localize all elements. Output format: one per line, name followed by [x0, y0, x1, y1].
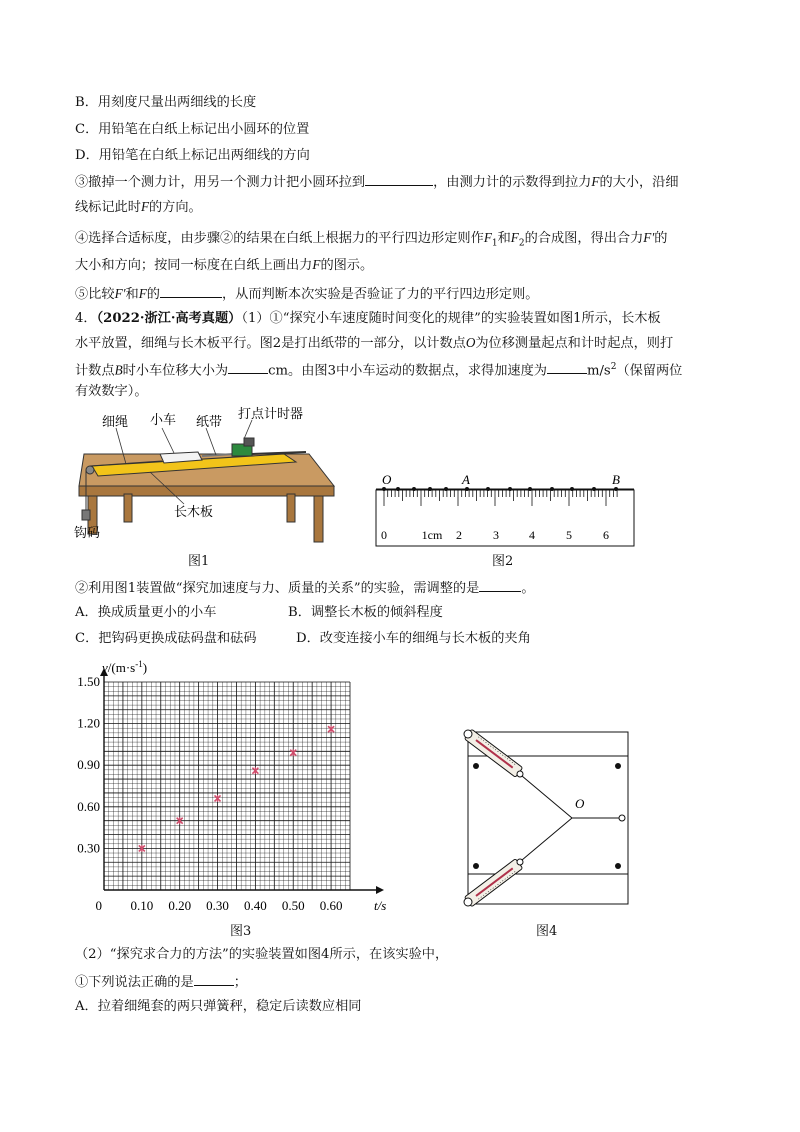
- label-hook-weight: 钩码: [74, 525, 101, 540]
- step-4-line2: 大小和方向；按同一标度在白纸上画出力F的图示。: [75, 257, 374, 273]
- tape-dot: [465, 487, 469, 491]
- label-string: 细绳: [102, 414, 129, 429]
- x-tick-label: 0.30: [206, 898, 229, 913]
- ruler-label-1: 1cm: [421, 528, 443, 542]
- point-o-label: O: [575, 796, 585, 811]
- tape-dot: [396, 487, 400, 491]
- answer-blank[interactable]: [160, 284, 222, 298]
- y-tick-label: 1.50: [77, 674, 100, 689]
- question-4-line4: 有效数字）。: [75, 384, 148, 399]
- question-4-line1: 4．（2022·浙江·高考真题）（1）①“探究小车速度随时间变化的规律”的实验装置如图1所示，长木板: [75, 311, 661, 326]
- step-3-line1: ③撤掉一个测力计，用另一个测力计把小圆环拉到 ，由测力计的示数得到拉力F的大小，沿细: [75, 174, 679, 190]
- y-tick-label: 0.90: [77, 757, 100, 773]
- ruler-label-6: 6: [603, 528, 609, 542]
- tape-dot: [528, 487, 532, 491]
- x-tick-label: 0.50: [281, 898, 305, 913]
- ruler-label-2: 2: [456, 528, 462, 542]
- figure-3-caption: 图3: [230, 924, 252, 939]
- tape-dot: [508, 487, 512, 491]
- x-tick-label: 0.60: [319, 898, 343, 913]
- point-o-label: O: [382, 472, 392, 487]
- option-b: B．用刻度尺量出两细线的长度: [75, 95, 257, 110]
- x-tick-label: 0.10: [130, 898, 154, 913]
- figure-1-caption: 图1: [188, 554, 210, 569]
- tape-dot: [570, 487, 574, 491]
- choice-a: A．换成质量更小的小车: [75, 605, 217, 620]
- data-point: [328, 726, 334, 733]
- tape-dot: [428, 487, 432, 491]
- figure-2-ruler: [372, 466, 638, 550]
- point-a-label: A: [462, 472, 470, 487]
- x-tick-label: 0.40: [244, 898, 267, 913]
- tape-dot: [592, 487, 596, 491]
- data-point: [215, 795, 221, 802]
- answer-blank[interactable]: [479, 578, 521, 592]
- figure-3-vt-graph: [68, 660, 398, 918]
- tape-dot: [486, 487, 490, 491]
- data-point: [290, 749, 296, 756]
- y-tick-label: 1.20: [77, 715, 100, 731]
- label-board: 长木板: [174, 504, 214, 519]
- figure-4-force-board: [458, 724, 638, 912]
- x-axis-label: t/s: [374, 898, 387, 913]
- step-3-line2: 线标记此时F的方向。: [75, 199, 202, 215]
- y-tick-label: 0.30: [77, 840, 100, 856]
- question-4-line2: 水平放置，细绳与长木板平行。图2是打出纸带的一部分，以计数点O为位移测量起点和计时起点，则打: [75, 335, 674, 351]
- point-b-label: B: [612, 472, 620, 487]
- option-d: D．用铅笔在白纸上标记出两细线的方向: [75, 148, 310, 163]
- tape-dot: [444, 487, 448, 491]
- tape-dot: [614, 487, 618, 491]
- ruler-label-4: 4: [529, 528, 535, 542]
- sub-question-2: ②利用图1装置做“探究加速度与力、质量的关系”的实验，需调整的是 。: [75, 578, 535, 598]
- tape-dot: [382, 487, 386, 491]
- tape-dot: [550, 487, 554, 491]
- figure-4-caption: 图4: [536, 924, 558, 939]
- origin-label: 0: [95, 898, 102, 913]
- answer-blank[interactable]: [228, 360, 268, 374]
- ruler-body: [376, 490, 634, 546]
- y-axis-label: $v/(m\cdot s^{-1})$: [102, 660, 148, 675]
- choice-d: D．改变连接小车的细绳与长木板的夹角: [296, 631, 531, 646]
- part-2-q1: ①下列说法正确的是 ；: [75, 972, 247, 992]
- figure-1-apparatus: [74, 406, 339, 546]
- answer-blank[interactable]: [547, 360, 587, 374]
- ruler-label-5: 5: [566, 528, 572, 542]
- choice-c: C．把钩码更换成砝码盘和砝码: [75, 631, 257, 646]
- answer-blank[interactable]: [365, 172, 433, 186]
- option-c: C．用铅笔在白纸上标记出小圆环的位置: [75, 122, 310, 137]
- question-4-line3: 计数点B时小车位移大小为 cm。由图3中小车运动的数据点，求得加速度为 $m/s^2$（保留两位: [75, 362, 683, 379]
- x-tick-label: 0.20: [168, 898, 192, 913]
- ruler-label-3: 3: [493, 528, 499, 542]
- x-axis-arrow: [376, 886, 384, 894]
- label-tape: 纸带: [196, 414, 223, 429]
- step-4-line1: ④选择合适标度，由步骤②的结果在白纸上根据力的平行四边形定则作$F_1$和$F_2$的合成图，得出合力F′的: [75, 230, 668, 249]
- label-cart: 小车: [150, 412, 177, 427]
- figure-2-caption: 图2: [492, 554, 514, 569]
- answer-blank[interactable]: [194, 972, 234, 986]
- tape-dot: [412, 487, 416, 491]
- part-2-option-a: A．拉着细绳套的两只弹簧秤，稳定后读数应相同: [75, 999, 362, 1014]
- data-point: [252, 767, 258, 774]
- ruler-label-0: 0: [381, 528, 387, 542]
- step-5: ⑤比较F′和F的 ，从而判断本次实验是否验证了力的平行四边形定则。: [75, 286, 539, 302]
- y-tick-label: 0.60: [77, 798, 100, 814]
- choice-b: B．调整长木板的倾斜程度: [288, 605, 443, 620]
- label-timer: 打点计时器: [238, 406, 304, 421]
- part-2-intro: （2）“探究求合力的方法”的实验装置如图4所示，在该实验中，: [75, 947, 449, 962]
